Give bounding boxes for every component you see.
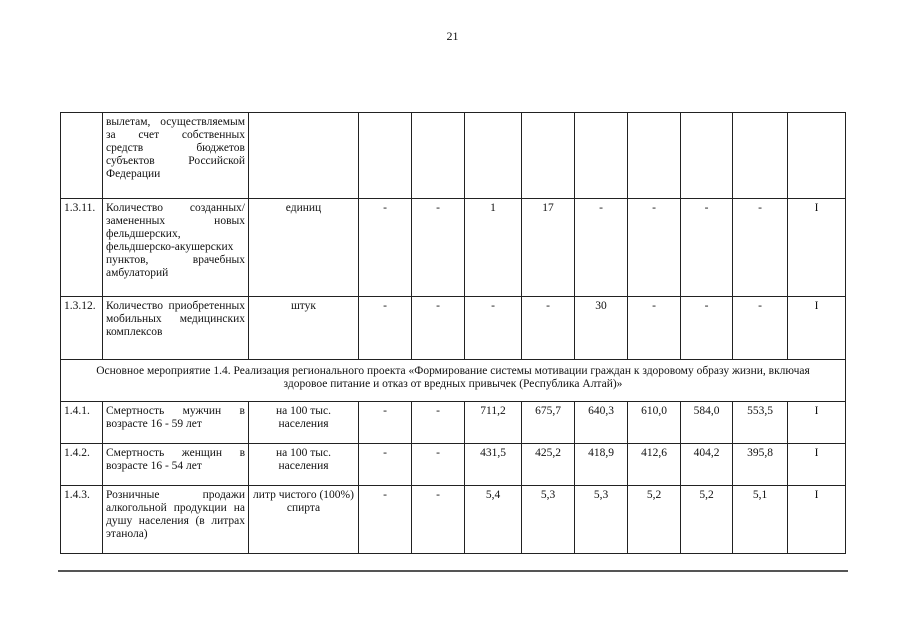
value-cell: - (359, 199, 412, 297)
value-cell: - (359, 297, 412, 360)
value-cell: 418,9 (575, 444, 628, 486)
value-cell: 1 (465, 199, 522, 297)
indicator-name: Смертность мужчин в возрасте 16 - 59 лет (103, 402, 249, 444)
value-cell (681, 113, 733, 199)
value-cell: - (681, 297, 733, 360)
value-cell: - (522, 297, 575, 360)
footer-divider (58, 570, 848, 572)
row-number (61, 113, 103, 199)
value-cell: - (681, 199, 733, 297)
value-cell: 640,3 (575, 402, 628, 444)
value-cell: - (359, 486, 412, 554)
value-cell: 5,3 (522, 486, 575, 554)
value-cell (412, 113, 465, 199)
indicator-name: вылетам, осуществляемым за счет собственных средств бюджетов субъектов Российской Федерации (103, 113, 249, 199)
value-cell: 675,7 (522, 402, 575, 444)
table-row (61, 444, 846, 486)
value-cell (522, 113, 575, 199)
table-row (61, 402, 846, 444)
value-cell: - (412, 402, 465, 444)
value-cell: 5,2 (681, 486, 733, 554)
value-cell: 5,1 (733, 486, 788, 554)
table-row (61, 199, 846, 297)
section-heading: Основное мероприятие 1.4. Реализация регионального проекта «Формирование системы мотивации граждан к здоровому образу жизни, включая здоровое питание и отказ от вредных привычек (Республика Алтай)» (61, 360, 846, 402)
table-body (61, 113, 846, 554)
value-cell: 412,6 (628, 444, 681, 486)
section-row (61, 360, 846, 402)
value-cell: - (733, 297, 788, 360)
value-cell (575, 113, 628, 199)
row-number: 1.3.11. (61, 199, 103, 297)
value-cell (359, 113, 412, 199)
table-row (61, 486, 846, 554)
value-cell: - (359, 444, 412, 486)
value-cell: - (733, 199, 788, 297)
value-cell: - (412, 297, 465, 360)
value-cell: - (412, 199, 465, 297)
value-cell: - (412, 486, 465, 554)
value-cell: - (412, 444, 465, 486)
value-cell: 5,2 (628, 486, 681, 554)
unit-cell: на 100 тыс. населения (249, 402, 359, 444)
unit-cell (249, 113, 359, 199)
unit-cell: на 100 тыс. населения (249, 444, 359, 486)
value-cell: 425,2 (522, 444, 575, 486)
value-cell: 553,5 (733, 402, 788, 444)
value-cell: 17 (522, 199, 575, 297)
unit-cell: штук (249, 297, 359, 360)
value-cell: 584,0 (681, 402, 733, 444)
value-cell: - (628, 199, 681, 297)
value-cell: - (628, 297, 681, 360)
value-cell: I (788, 444, 846, 486)
value-cell: - (575, 199, 628, 297)
value-cell: 711,2 (465, 402, 522, 444)
row-number: 1.4.3. (61, 486, 103, 554)
value-cell (788, 113, 846, 199)
value-cell: 5,4 (465, 486, 522, 554)
table-row (61, 297, 846, 360)
unit-cell: единиц (249, 199, 359, 297)
value-cell: 5,3 (575, 486, 628, 554)
value-cell: I (788, 199, 846, 297)
value-cell: 431,5 (465, 444, 522, 486)
indicator-name: Количество созданных/замененных новых фельдшерских, фельдшерско-акушерских пунктов, врачебных амбулаторий (103, 199, 249, 297)
indicator-name: Розничные продажи алкогольной продукции на душу населения (в литрах этанола) (103, 486, 249, 554)
value-cell: I (788, 297, 846, 360)
value-cell: 610,0 (628, 402, 681, 444)
value-cell: - (359, 402, 412, 444)
row-number: 1.4.2. (61, 444, 103, 486)
value-cell: 395,8 (733, 444, 788, 486)
value-cell (733, 113, 788, 199)
value-cell: 30 (575, 297, 628, 360)
row-number: 1.3.12. (61, 297, 103, 360)
value-cell: I (788, 486, 846, 554)
indicator-name: Смертность женщин в возрасте 16 - 54 лет (103, 444, 249, 486)
value-cell: I (788, 402, 846, 444)
unit-cell: литр чистого (100%) спирта (249, 486, 359, 554)
value-cell: 404,2 (681, 444, 733, 486)
value-cell (628, 113, 681, 199)
indicators-table (60, 112, 846, 554)
page-number: 21 (446, 29, 459, 43)
row-number: 1.4.1. (61, 402, 103, 444)
table-row (61, 113, 846, 199)
value-cell (465, 113, 522, 199)
value-cell: - (465, 297, 522, 360)
indicator-name: Количество приобретенных мобильных медицинских комплексов (103, 297, 249, 360)
